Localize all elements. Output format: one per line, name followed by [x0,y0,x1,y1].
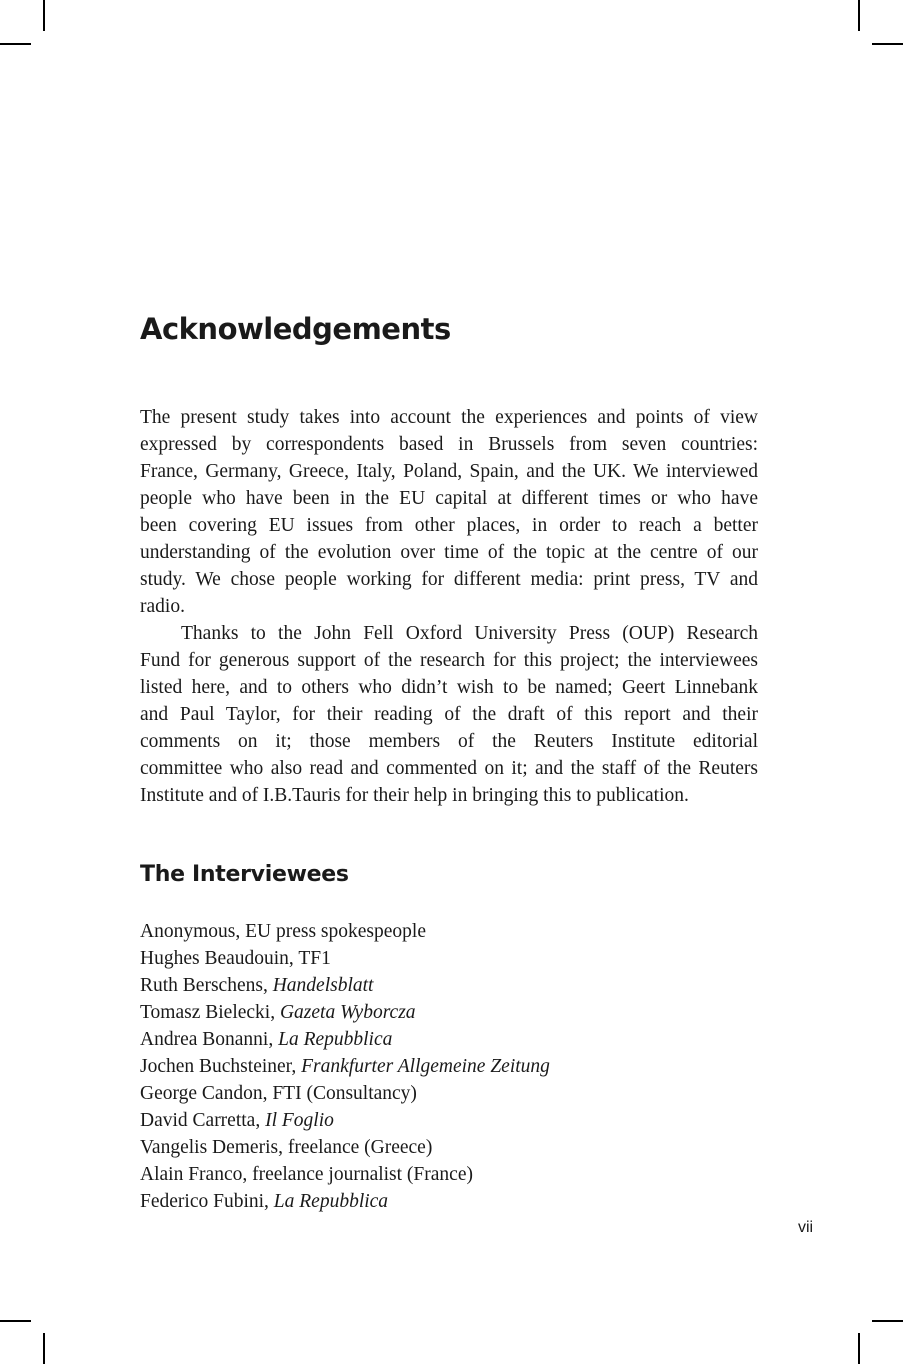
interviewee-name: Andrea Bonanni, [140,1029,279,1050]
text-line: study. We chose people working for different media: print press, TV and [140,569,758,590]
interviewee-name: David Carretta, [140,1110,266,1131]
interviewee-name: Tomasz Bielecki, [140,1002,280,1023]
interviewee-name: Federico Fubini, [140,1191,274,1212]
interviewee-name: Jochen Buchsteiner, [140,1056,302,1077]
interviewee-list [140,918,550,1215]
interviewee-name: George Candon, FTI (Consultancy) [140,1083,417,1104]
text-line: Thanks to the John Fell Oxford University Press (OUP) Research [181,623,758,644]
list-item [140,1080,550,1107]
text-line: and Paul Taylor, for their reading of the draft of this report and their [140,704,758,725]
text-line: Fund for generous support of the research for this project; the interviewees [140,650,758,671]
text-line: The present study takes into account the experiences and points of view [140,407,758,428]
list-item [140,1053,550,1080]
list-item [140,999,550,1026]
text-line: understanding of the evolution over time of the topic at the centre of our [140,542,758,563]
list-item [140,1188,550,1215]
interviewee-outlet: La Repubblica [278,1029,393,1050]
text-line: comments on it; those members of the Reuters Institute editorial [140,731,758,752]
list-item [140,1107,550,1134]
crop-mark [858,1333,860,1364]
interviewee-outlet: Frankfurter Allgemeine Zeitung [301,1056,550,1077]
paragraph-thanks [140,620,758,809]
list-item [140,918,550,945]
list-item [140,972,550,999]
interviewee-outlet: Handelsblatt [272,975,374,996]
interviewee-name: Vangelis Demeris, freelance (Greece) [140,1137,433,1158]
paragraph-study-description [140,404,758,620]
list-item [140,1161,550,1188]
list-item [140,1026,550,1053]
page-number: vii [798,1219,814,1236]
crop-mark [43,0,45,31]
text-line: listed here, and to others who didn’t wish to be named; Geert Linnebank [140,677,758,698]
interviewee-outlet: La Repubblica [273,1191,389,1212]
crop-mark [858,0,860,31]
crop-mark [43,1333,45,1364]
text-line: been covering EU issues from other places, in order to reach a better [140,515,758,536]
text-line: France, Germany, Greece, Italy, Poland, Spain, and the UK. We interviewed [140,461,758,482]
crop-mark [872,43,903,45]
crop-mark [0,43,31,45]
text-line: people who have been in the EU capital at different times or who have [140,488,758,509]
page-title: Acknowledgements [140,312,451,346]
interviewee-name: Ruth Berschens, [140,975,273,996]
interviewee-outlet: Gazeta Wyborcza [279,1002,416,1023]
section-heading-interviewees: The Interviewees [140,862,349,887]
text-line: committee who also read and commented on it; and the staff of the Reuters [140,758,758,779]
interviewee-name: Alain Franco, freelance journalist (France) [140,1164,473,1185]
text-line: radio. [140,596,185,617]
list-item [140,1134,550,1161]
text-line: Institute and of I.B.Tauris for their help in bringing this to publication. [140,785,689,806]
interviewee-name: Hughes Beaudouin, TF1 [140,948,331,969]
text-line: expressed by correspondents based in Brussels from seven countries: [140,434,758,455]
interviewee-name: Anonymous, EU press spokespeople [140,921,426,942]
crop-mark [0,1320,31,1322]
crop-mark [872,1320,903,1322]
list-item [140,945,550,972]
interviewee-outlet: Il Foglio [265,1110,334,1131]
